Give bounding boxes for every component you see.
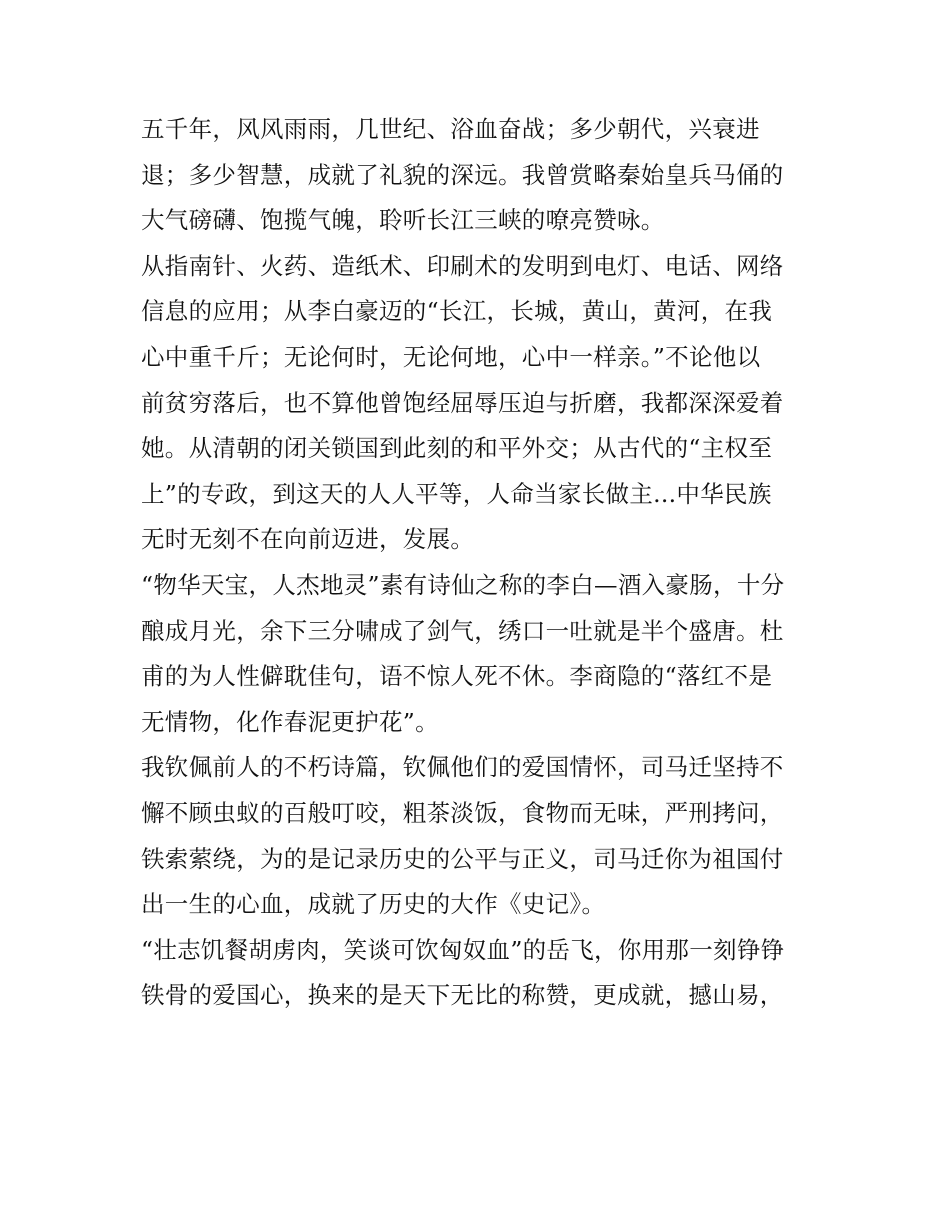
text-line: 上”的专政，到这天的人人平等，人命当家长做主...中华民族: [141, 479, 772, 508]
text-line: “物华天宝，人杰地灵”素有诗仙之称的李白—酒入豪肠，十分: [141, 570, 785, 599]
text-line: 酿成月光，余下三分啸成了剑气，绣口一吐就是半个盛唐。杜: [141, 616, 784, 645]
text-line: 从指南针、火药、造纸术、印刷术的发明到电灯、电话、网络: [141, 251, 784, 280]
text-line: 前贫穷落后，也不算他曾饱经屈辱压迫与折磨，我都深深爱着: [141, 388, 784, 417]
text-line: 出一生的心血，成就了历史的大作《史记》。: [141, 890, 606, 919]
text-line: “壮志饥餐胡虏肉，笑谈可饮匈奴血”的岳飞，你用那一刻铮铮: [141, 935, 785, 964]
text-line: 无时无刻不在向前迈进，发展。: [141, 525, 475, 554]
document-body: [141, 107, 821, 1019]
text-line: 心中重千斤；无论何时，无论何地，心中一样亲。”不论他以: [141, 342, 761, 371]
text-line: 大气磅礴、饱揽气魄，聆听长江三峡的嘹亮赞咏。: [141, 206, 665, 235]
text-line: 铁骨的爱国心，换来的是天下无比的称赞，更成就，撼山易，: [141, 981, 784, 1010]
text-line: 退；多少智慧，成就了礼貌的深远。我曾赏略秦始皇兵马俑的: [141, 160, 784, 189]
text-line: 甫的为人性僻耽佳句，语不惊人死不休。李商隐的“落红不是: [141, 662, 773, 691]
text-line: 信息的应用；从李白豪迈的“长江，长城，黄山，黄河，在我: [141, 297, 773, 326]
text-line: 懈不顾虫蚁的百般叮咬，粗茶淡饭，食物而无味，严刑拷问，: [141, 798, 784, 827]
text-line: 她。从清朝的闭关锁国到此刻的和平外交；从古代的“主权至: [141, 434, 773, 463]
text-line: 五千年，风风雨雨，几世纪、浴血奋战；多少朝代，兴衰进: [141, 115, 760, 143]
text-line: 铁索萦绕，为的是记录历史的公平与正义，司马迁你为祖国付: [141, 844, 784, 873]
text-line: 我钦佩前人的不朽诗篇，钦佩他们的爱国情怀，司马迁坚持不: [141, 753, 784, 782]
text-line: 无情物，化作春泥更护花”。: [141, 707, 439, 736]
